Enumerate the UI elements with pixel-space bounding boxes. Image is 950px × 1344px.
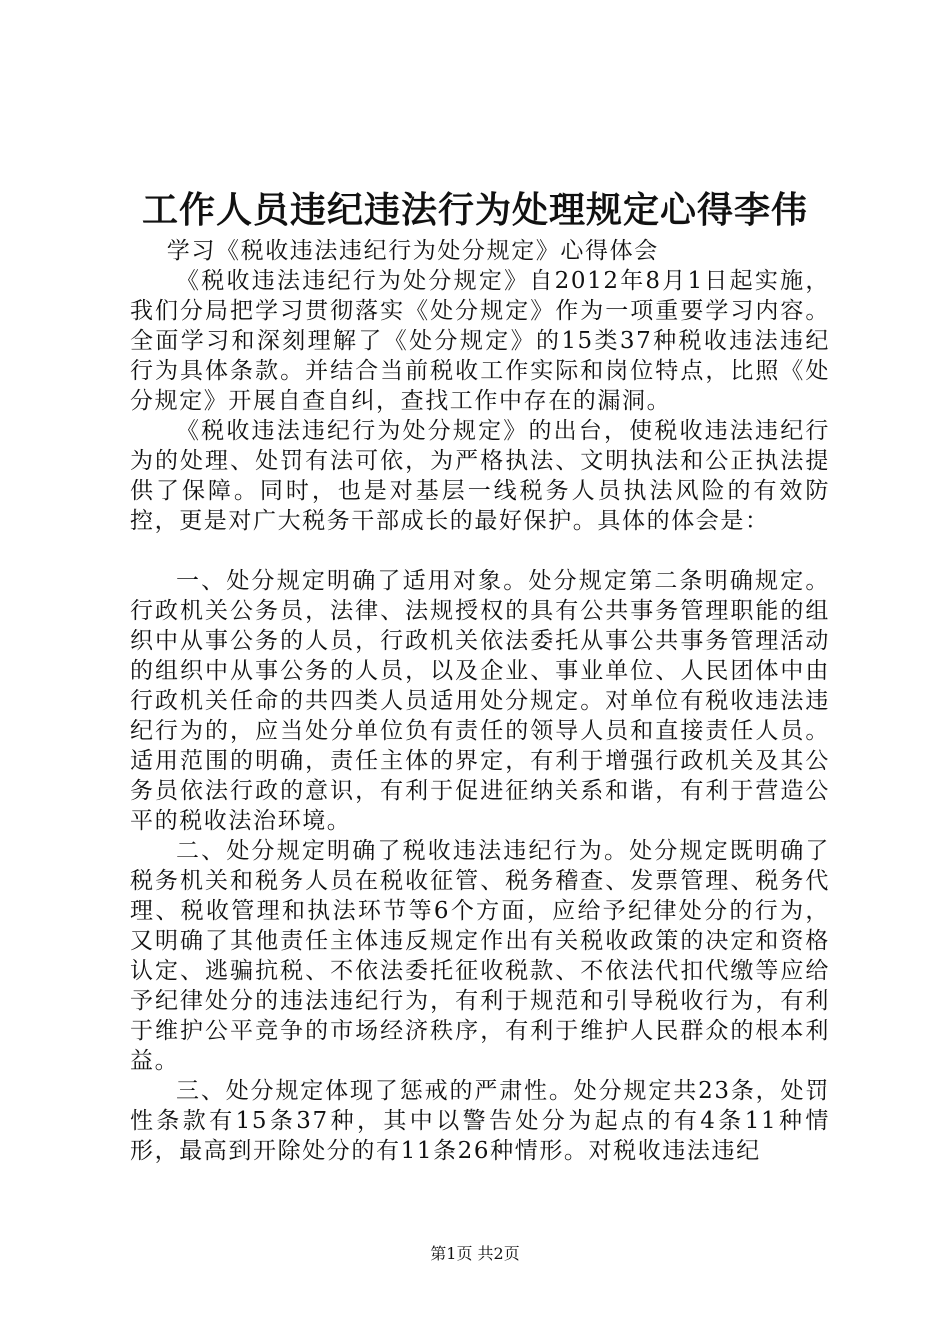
paragraph-intro: 《税收违法违纪行为处分规定》自2012年8月1日起实施，我们分局把学习贯彻落实《处分规定》作为一项重要学习内容。全面学习和深刻理解了《处分规定》的15类37种税收违法违纪行为具体条款。并结合当前税收工作实际和岗位特点，比照《处分规定》开展自查自纠，查找工作中存在的漏洞。 [130,268,830,414]
document-title: 工作人员违纪违法行为处理规定心得李伟 [141,189,808,231]
paragraph-significance: 《税收违法违纪行为处分规定》的出台，使税收违法违纪行为的处理、处罚有法可依，为严格执法、文明执法和公正执法提供了保障。同时，也是对基层一线税务人员执法风险的有效防控，更是对广大税务干部成长的最好保护。具体的体会是： [130,418,830,534]
document-body [130,236,830,1166]
paragraph-point-two: 二、处分规定明确了税收违法违纪行为。处分规定既明确了税务机关和税务人员在税收征管、税务稽查、发票管理、税务代理、税收管理和执法环节等6个方面，应给予纪律处分的行为，又明确了其他责任主体违反规定作出有关税收政策的决定和资格认定、逃骗抗税、不依法委托征收税款、不依法代扣代缴等应给予纪律处分的违法违纪行为，有利于规范和引导税收行为，有利于维护公平竞争的市场经济秩序，有利于维护人民群众的根本利益。 [130,838,830,1074]
paragraph-point-one: 一、处分规定明确了适用对象。处分规定第二条明确规定。行政机关公务员，法律、法规授权的具有公共事务管理职能的组织中从事公务的人员，行政机关依法委托从事公共事务管理活动的组织中从事公务的人员，以及企业、事业单位、人民团体中由行政机关任命的共四类人员适用处分规定。对单位有税收违法违纪行为的，应当处分单位负有责任的领导人员和直接责任人员。适用范围的明确，责任主体的界定，有利于增强行政机关及其公务员依法行政的意识，有利于促进征纳关系和谐，有利于营造公平的税收法治环境。 [130,568,830,834]
page-footer: 第1页 共2页 [430,1244,520,1263]
paragraph-spacer [130,536,830,566]
document-subtitle: 学习《税收违法违纪行为处分规定》心得体会 [166,238,659,264]
paragraph-point-three: 三、处分规定体现了惩戒的严肃性。处分规定共23条，处罚性条款有15条37种，其中以警告处分为起点的有4条11种情形，最高到开除处分的有11条26种情形。对税收违法违纪 [130,1078,830,1164]
